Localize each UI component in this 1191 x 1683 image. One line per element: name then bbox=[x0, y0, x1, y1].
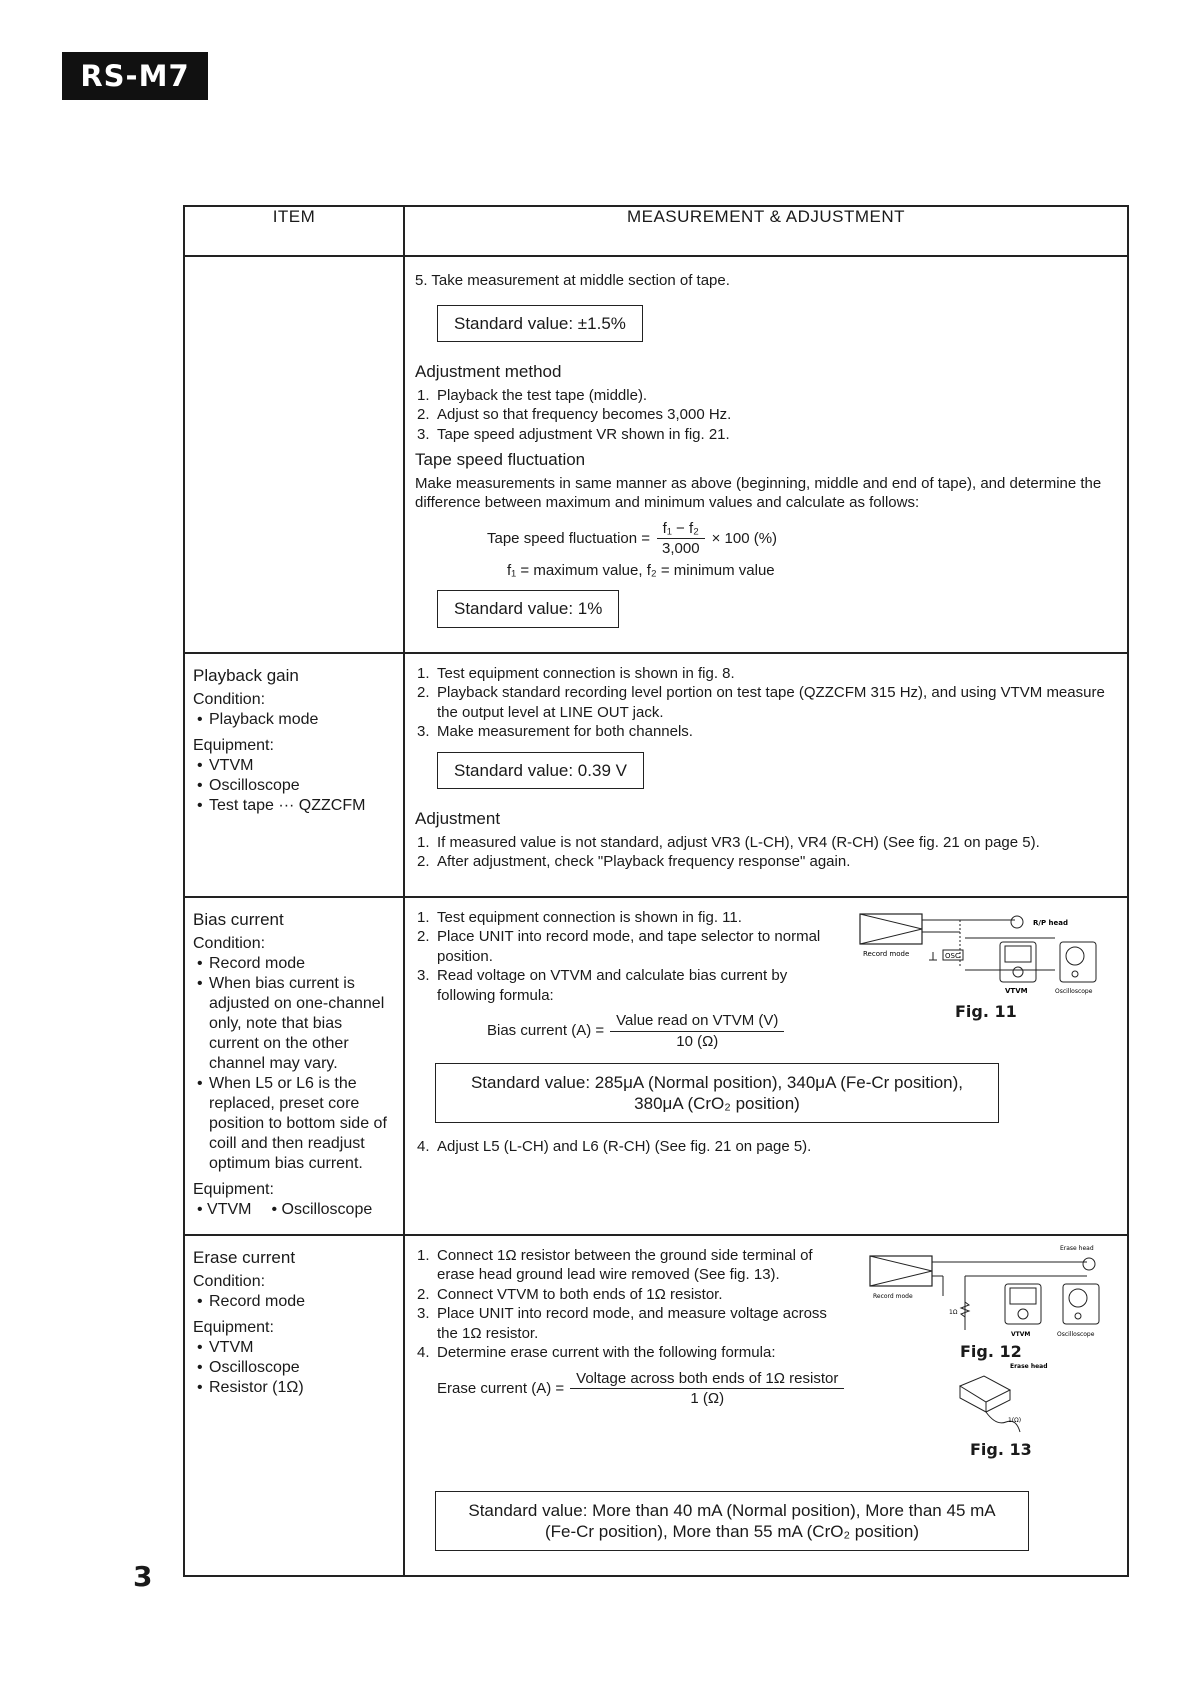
item-title: Bias current bbox=[193, 909, 284, 929]
list-item: 2. Adjust so that frequency becomes 3,000 Hz. bbox=[417, 406, 732, 423]
list-item: • Resistor (1Ω) bbox=[193, 1378, 395, 1398]
figure-13 bbox=[950, 1356, 1070, 1466]
procedure-steps bbox=[415, 908, 845, 1006]
step-5: 5. Take measurement at middle section of tape. bbox=[415, 272, 730, 289]
svg-text:Erase head: Erase head bbox=[1010, 1362, 1048, 1370]
list-item: • Test tape ··· QZZCFM bbox=[193, 796, 395, 816]
svg-text:Oscilloscope: Oscilloscope bbox=[1057, 1330, 1095, 1338]
table-row-bias-current bbox=[184, 897, 1128, 1235]
list-item: • When L5 or L6 is the replaced, preset core position to bottom side of coill and then readjust optimum bias current. bbox=[193, 1074, 395, 1174]
list-item: • Oscilloscope bbox=[193, 1358, 395, 1378]
list-item: • Oscilloscope bbox=[272, 1201, 373, 1218]
page-number: 3 bbox=[133, 1560, 153, 1593]
procedure-step-4 bbox=[415, 1137, 1117, 1157]
list-item: 4. Adjust L5 (L-CH) and L6 (R-CH) (See fig. 21 on page 5). bbox=[417, 1138, 812, 1155]
adjustment-steps bbox=[415, 386, 1117, 445]
condition-list bbox=[193, 954, 395, 1174]
standard-value-box: Standard value: 285μA (Normal position), 340μA (Fe-Cr position), 380μA (CrO₂ position) bbox=[435, 1063, 999, 1123]
bias-circuit-diagram bbox=[855, 908, 1115, 1008]
header-measurement: MEASUREMENT & ADJUSTMENT bbox=[404, 206, 1128, 256]
item-cell-bias-current bbox=[184, 897, 404, 1235]
list-item: 3. Make measurement for both channels. bbox=[417, 723, 693, 740]
equipment-label: Equipment: bbox=[193, 1318, 274, 1336]
standard-value-box: Standard value: ±1.5% bbox=[437, 305, 643, 343]
list-item: 1. Test equipment connection is shown in fig. 11. bbox=[417, 908, 742, 926]
equipment-list bbox=[193, 756, 395, 816]
list-item: • When bias current is adjusted on one-channel only, note that bias current on the other channel may vary. bbox=[193, 974, 395, 1074]
fluctuation-formula: Tape speed fluctuation = $\frac{\text{f₁ − f₂}}{3,000}$ × 100 (%) bbox=[487, 519, 778, 557]
list-item: • VTVM bbox=[193, 1338, 395, 1358]
erase-circuit-diagram bbox=[865, 1242, 1115, 1350]
list-item: 1. Playback the test tape (middle). bbox=[417, 386, 648, 404]
condition-list bbox=[193, 1292, 395, 1312]
svg-text:Erase head: Erase head bbox=[1060, 1244, 1094, 1252]
item-cell-playback-gain bbox=[184, 653, 404, 897]
measurement-cell-bias-current bbox=[404, 897, 1128, 1235]
adjustment-method-title: Adjustment method bbox=[415, 362, 562, 381]
model-badge: RS-M7 bbox=[62, 52, 208, 100]
list-item: • Record mode bbox=[193, 954, 395, 974]
table-header-row bbox=[184, 206, 1128, 256]
standard-value-box: Standard value: More than 40 mA (Normal position), More than 45 mA (Fe-Cr position), More than 55 mA (CrO₂ position) bbox=[435, 1491, 1029, 1551]
measurement-cell-playback-gain bbox=[404, 653, 1128, 897]
svg-text:1(Ω): 1(Ω) bbox=[1008, 1416, 1022, 1424]
figure-11-label: Fig. 11 bbox=[955, 1001, 1017, 1021]
standard-value-box: Standard value: 1% bbox=[437, 590, 619, 628]
header-item: ITEM bbox=[184, 206, 404, 256]
list-item: 2. Place UNIT into record mode, and tape selector to normal position. bbox=[417, 928, 821, 965]
table-row-playback-gain bbox=[184, 653, 1128, 897]
list-item: 2. Connect VTVM to both ends of 1Ω resistor. bbox=[417, 1285, 723, 1303]
bias-formula: Bias current (A) = $\frac{\text{Value read on VTVM (V)}}{10 (\Omega)}$ bbox=[487, 1011, 1117, 1051]
list-item: 4. Determine erase current with the following formula: bbox=[417, 1344, 776, 1361]
equipment-list bbox=[193, 1200, 395, 1220]
fluctuation-title: Tape speed fluctuation bbox=[415, 450, 586, 469]
list-item: • VTVM bbox=[197, 1201, 252, 1218]
condition-list bbox=[193, 710, 395, 730]
equipment-label: Equipment: bbox=[193, 736, 274, 754]
figure-12-label: Fig. 12 bbox=[960, 1341, 1022, 1361]
list-item: 1. Test equipment connection is shown in fig. 8. bbox=[417, 664, 735, 682]
erase-formula: Erase current (A) = $\frac{\text{Voltage across both ends of 1Ω resistor}}{1 (\Omega)}$ bbox=[437, 1369, 1117, 1409]
formula-note: f₁ = maximum value, f₂ = minimum value bbox=[507, 561, 775, 579]
condition-label: Condition: bbox=[193, 1272, 266, 1290]
svg-text:OSC: OSC bbox=[945, 951, 960, 960]
adjustment-steps bbox=[415, 833, 1117, 872]
table-row-tape-speed bbox=[184, 256, 1128, 653]
standard-value-box: Standard value: 0.39 V bbox=[437, 752, 644, 790]
erase-head-diagram bbox=[950, 1356, 1070, 1440]
measurement-table bbox=[183, 205, 1129, 1577]
list-item: • Oscilloscope bbox=[193, 776, 395, 796]
condition-label: Condition: bbox=[193, 690, 266, 708]
procedure-steps bbox=[415, 664, 1117, 742]
svg-text:Record mode: Record mode bbox=[863, 949, 910, 958]
condition-label: Condition: bbox=[193, 934, 266, 952]
svg-text:1Ω: 1Ω bbox=[949, 1308, 958, 1316]
item-cell-empty bbox=[184, 256, 404, 653]
list-item: • Playback mode bbox=[193, 710, 395, 730]
list-item: 2. After adjustment, check "Playback frequency response" again. bbox=[417, 853, 851, 870]
list-item: 3. Tape speed adjustment VR shown in fig. 21. bbox=[417, 425, 730, 443]
list-item: 1. Connect 1Ω resistor between the ground side terminal of erase head ground lead wire removed (See fig. 13). bbox=[417, 1246, 813, 1283]
fluctuation-text: Make measurements in same manner as above (beginning, middle and end of tape), and determine the difference between maximum and minimum values and calculate as follows: bbox=[415, 474, 1102, 511]
svg-text:R/P head: R/P head bbox=[1033, 918, 1068, 927]
item-title: Erase current bbox=[193, 1247, 296, 1267]
figure-12 bbox=[865, 1242, 1115, 1372]
measurement-cell-tape-speed bbox=[404, 256, 1128, 653]
adjustment-title: Adjustment bbox=[415, 809, 501, 828]
table-row-erase-current bbox=[184, 1235, 1128, 1576]
list-item: • Record mode bbox=[193, 1292, 395, 1312]
list-item: 1. If measured value is not standard, adjust VR3 (L-CH), VR4 (R-CH) (See fig. 21 on page 5). bbox=[417, 833, 1040, 851]
svg-text:Oscilloscope: Oscilloscope bbox=[1055, 987, 1093, 995]
equipment-list bbox=[193, 1338, 395, 1398]
figure-11 bbox=[855, 908, 1115, 1028]
item-title: Playback gain bbox=[193, 665, 299, 685]
figure-13-label: Fig. 13 bbox=[970, 1439, 1032, 1459]
svg-text:Record mode: Record mode bbox=[873, 1292, 913, 1300]
svg-text:VTVM: VTVM bbox=[1005, 986, 1028, 995]
equipment-label: Equipment: bbox=[193, 1180, 274, 1198]
procedure-steps bbox=[415, 1246, 845, 1363]
list-item: 2. Playback standard recording level portion on test tape (QZZCFM 315 Hz), and using VTVM measure the output level at LINE OUT jack. bbox=[417, 684, 1105, 721]
measurement-cell-erase-current bbox=[404, 1235, 1128, 1576]
list-item: 3. Place UNIT into record mode, and measure voltage across the 1Ω resistor. bbox=[417, 1305, 827, 1342]
list-item: • VTVM bbox=[193, 756, 395, 776]
svg-text:VTVM: VTVM bbox=[1011, 1330, 1031, 1338]
item-cell-erase-current bbox=[184, 1235, 404, 1576]
list-item: 3. Read voltage on VTVM and calculate bias current by following formula: bbox=[417, 967, 788, 1004]
